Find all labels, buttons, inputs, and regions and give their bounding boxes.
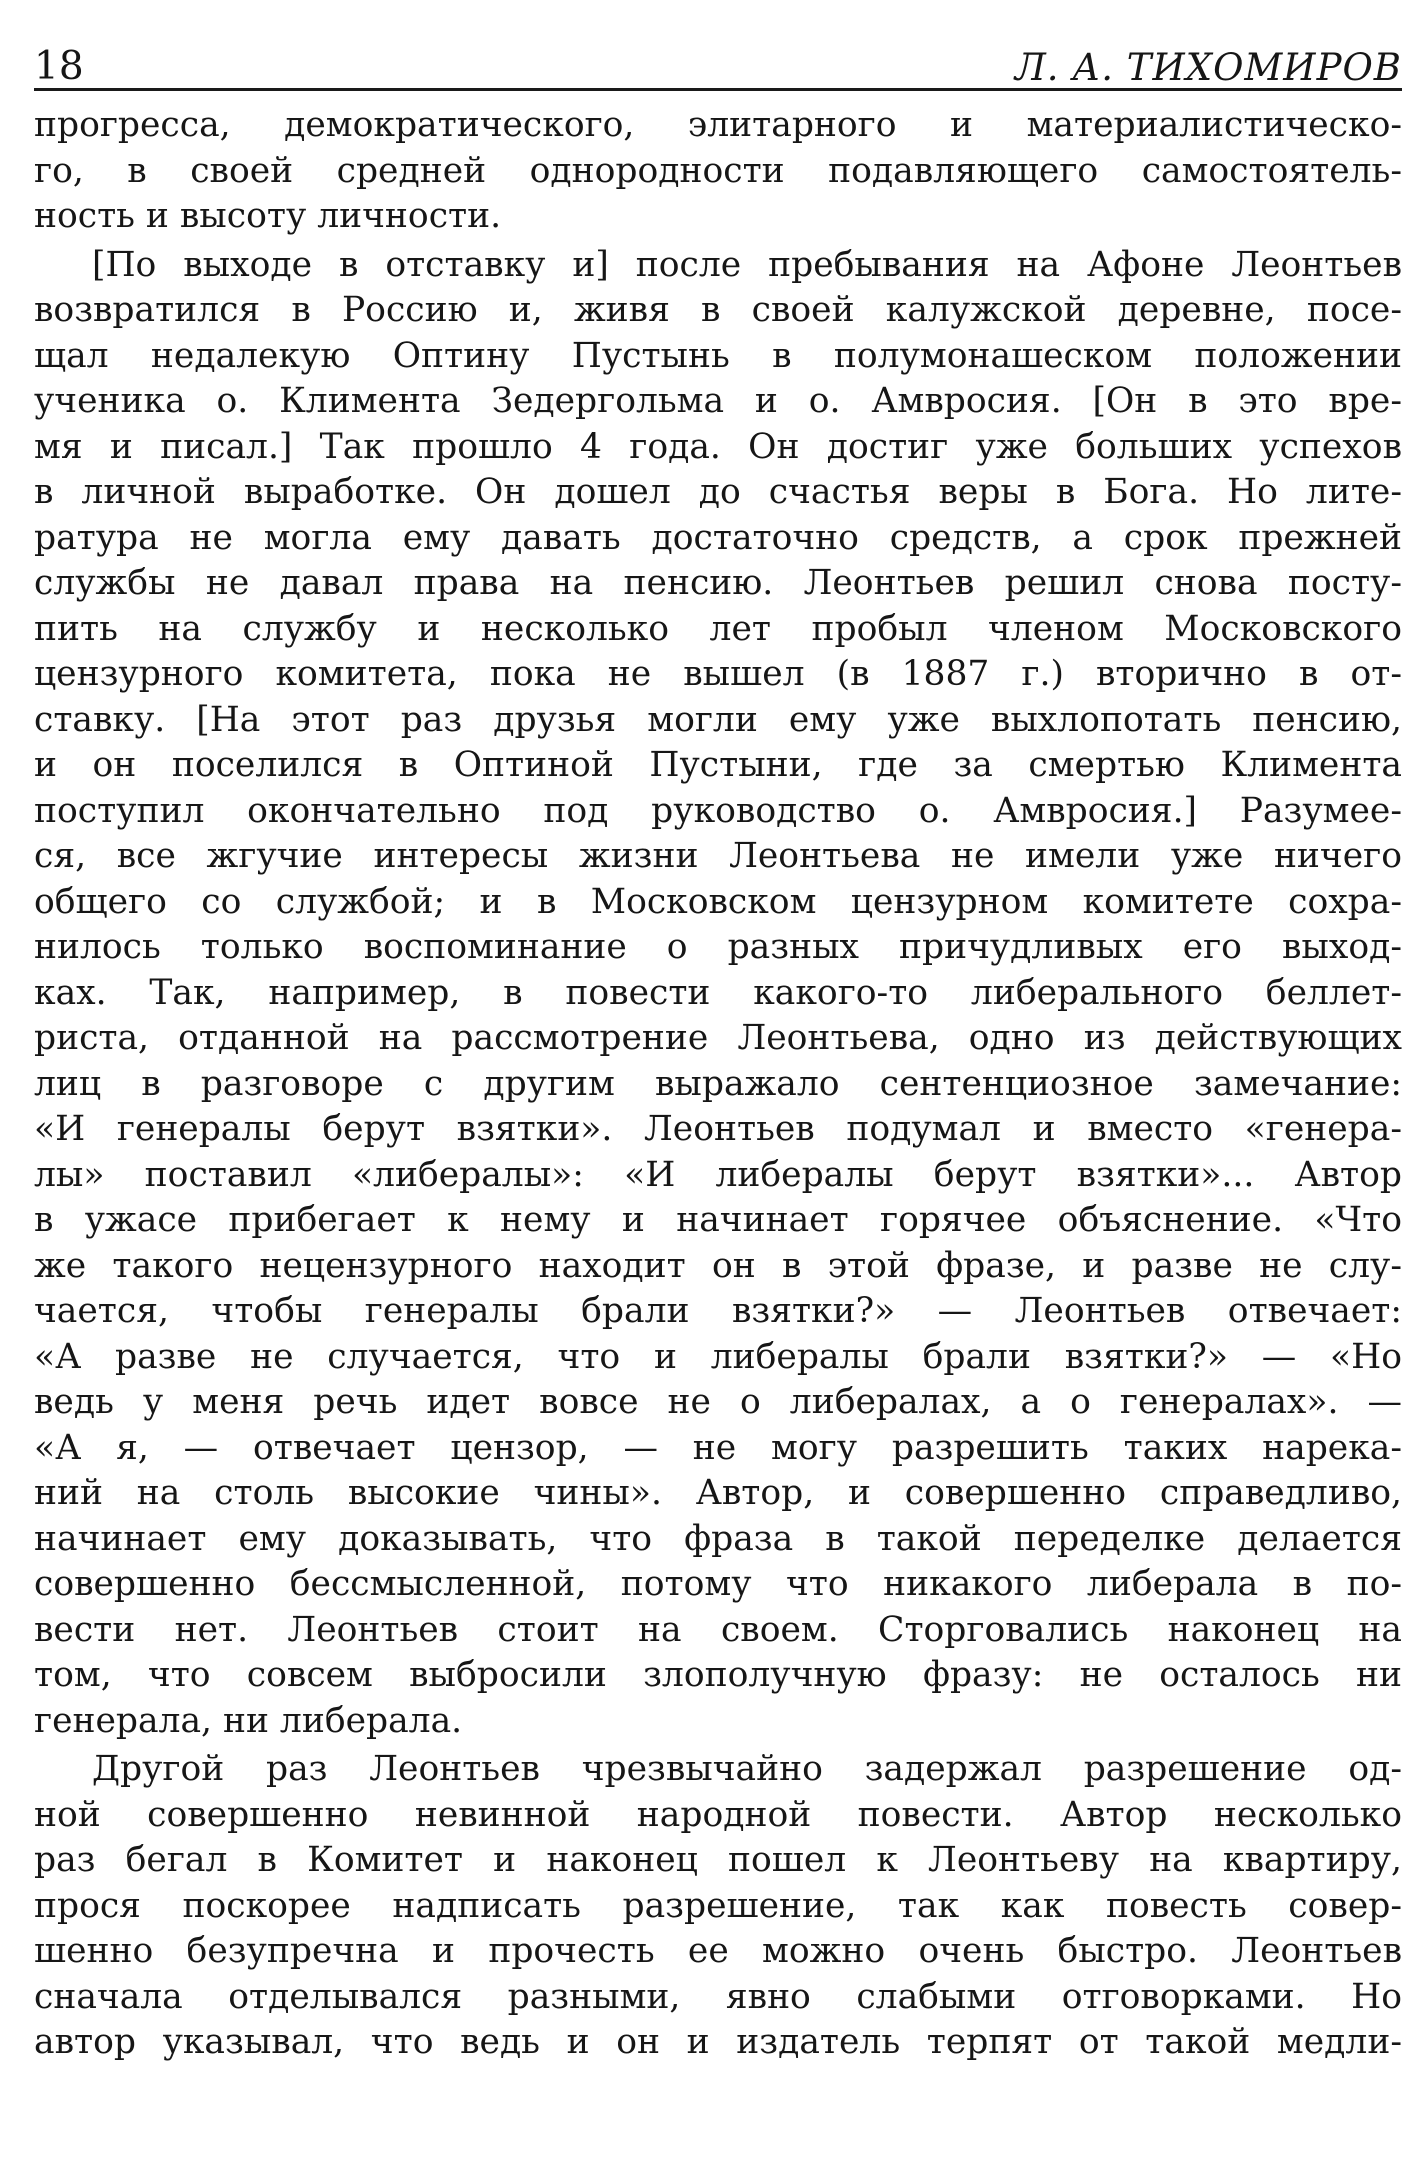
text-line: поступил окончательно под руководство о. Амвросия.] Разумее- bbox=[34, 790, 1402, 831]
text-line: шенно безупречна и прочесть ее можно очень быстро. Леонтьев bbox=[34, 1931, 1402, 1971]
text-line: ность и высоту личности. bbox=[34, 196, 502, 236]
text-line: «И генералы берут взятки». Леонтьев подумал и вместо «генера- bbox=[34, 1109, 1402, 1149]
text-line: возвратился в Россию и, живя в своей калужской деревне, посе- bbox=[34, 290, 1402, 330]
text-line: лиц в разговоре с другим выражало сентенциозное замечание: bbox=[34, 1063, 1402, 1104]
page-number: 18 bbox=[34, 44, 84, 89]
running-title: Л. А. ТИХОМИРОВ bbox=[1014, 46, 1402, 89]
text-line: ставку. [На этот раз друзья могли ему уже выхлопотать пенсию, bbox=[34, 699, 1402, 740]
text-line: ведь у меня речь идет вовсе не о либералах, а о генералах». — bbox=[34, 1382, 1402, 1422]
paragraph bbox=[34, 1747, 1402, 2066]
text-line: го, в своей средней однородности подавляющего самостоятель- bbox=[34, 150, 1402, 191]
text-line: чается, чтобы генералы брали взятки?» — Леонтьев отвечает: bbox=[34, 1291, 1402, 1331]
text-line: лы» поставил «либералы»: «И либералы берут взятки»... Автор bbox=[34, 1154, 1402, 1195]
running-header bbox=[34, 28, 1402, 91]
text-line: же такого нецензурного находит он в этой фразе, и разве не слу- bbox=[34, 1245, 1402, 1286]
text-line: генерала, ни либерала. bbox=[34, 1700, 463, 1741]
text-line: риста, отданной на рассмотрение Леонтьева, одно из действующих bbox=[34, 1018, 1402, 1058]
text-line: цензурного комитета, пока не вышел (в 1887 г.) вторично в от- bbox=[34, 654, 1402, 694]
text-line: ученика о. Климента Зедергольма и о. Амвросия. [Он в это вре- bbox=[34, 381, 1402, 421]
text-line: щал недалекую Оптину Пустынь в полумонашеском положении bbox=[34, 335, 1402, 376]
text-line: мя и писал.] Так прошло 4 года. Он достиг уже больших успехов bbox=[34, 426, 1402, 467]
text-line: прогресса, демократического, элитарного и материалистическо- bbox=[34, 105, 1402, 145]
body-text bbox=[34, 103, 1402, 2066]
text-line: нилось только воспоминание о разных причудливых его выход- bbox=[34, 927, 1402, 967]
text-line: [По выходе в отставку и] после пребывания на Афоне Леонтьев bbox=[92, 244, 1402, 285]
text-line: совершенно бессмысленной, потому что никакого либерала в по- bbox=[34, 1564, 1402, 1604]
text-line: прося поскорее надписать разрешение, так как повесть совер- bbox=[34, 1885, 1402, 1926]
text-line: общего со службой; и в Московском цензурном комитете сохра- bbox=[34, 881, 1402, 922]
text-line: начинает ему доказывать, что фраза в такой переделке делается bbox=[34, 1518, 1402, 1559]
text-line: Другой раз Леонтьев чрезвычайно задержал разрешение од- bbox=[92, 1749, 1402, 1789]
text-line: сначала отделывался разными, явно слабыми отговорками. Но bbox=[34, 1976, 1402, 2017]
text-line: ратура не могла ему давать достаточно средств, а срок прежней bbox=[34, 517, 1402, 558]
text-line: и он поселился в Оптиной Пустыни, где за смертью Климента bbox=[34, 745, 1402, 785]
text-line: том, что совсем выбросили злополучную фразу: не осталось ни bbox=[34, 1655, 1402, 1695]
text-line: в личной выработке. Он дошел до счастья веры в Бога. Но лите- bbox=[34, 472, 1402, 512]
paragraph bbox=[34, 243, 1402, 1745]
text-line: ках. Так, например, в повести какого-то либерального беллет- bbox=[34, 972, 1402, 1013]
text-line: пить на службу и несколько лет пробыл членом Московского bbox=[34, 608, 1402, 649]
paragraph bbox=[34, 103, 1402, 240]
text-line: вести нет. Леонтьев стоит на своем. Сторговались наконец на bbox=[34, 1609, 1402, 1650]
text-line: «А разве не случается, что и либералы брали взятки?» — «Но bbox=[34, 1336, 1402, 1377]
text-line: «А я, — отвечает цензор, — не могу разрешить таких нарека- bbox=[34, 1427, 1402, 1468]
text-line: службы не давал права на пенсию. Леонтьев решил снова посту- bbox=[34, 563, 1402, 603]
text-line: ся, все жгучие интересы жизни Леонтьева не имели уже ничего bbox=[34, 836, 1402, 876]
text-line: раз бегал в Комитет и наконец пошел к Леонтьеву на квартиру, bbox=[34, 1840, 1402, 1880]
text-line: в ужасе прибегает к нему и начинает горячее объяснение. «Что bbox=[34, 1200, 1402, 1240]
text-line: автор указывал, что ведь и он и издатель терпят от такой медли- bbox=[34, 2022, 1402, 2062]
book-page bbox=[34, 28, 1402, 2066]
text-line: ний на столь высокие чины». Автор, и совершенно справедливо, bbox=[34, 1473, 1402, 1513]
text-line: ной совершенно невинной народной повести. Автор несколько bbox=[34, 1794, 1402, 1835]
